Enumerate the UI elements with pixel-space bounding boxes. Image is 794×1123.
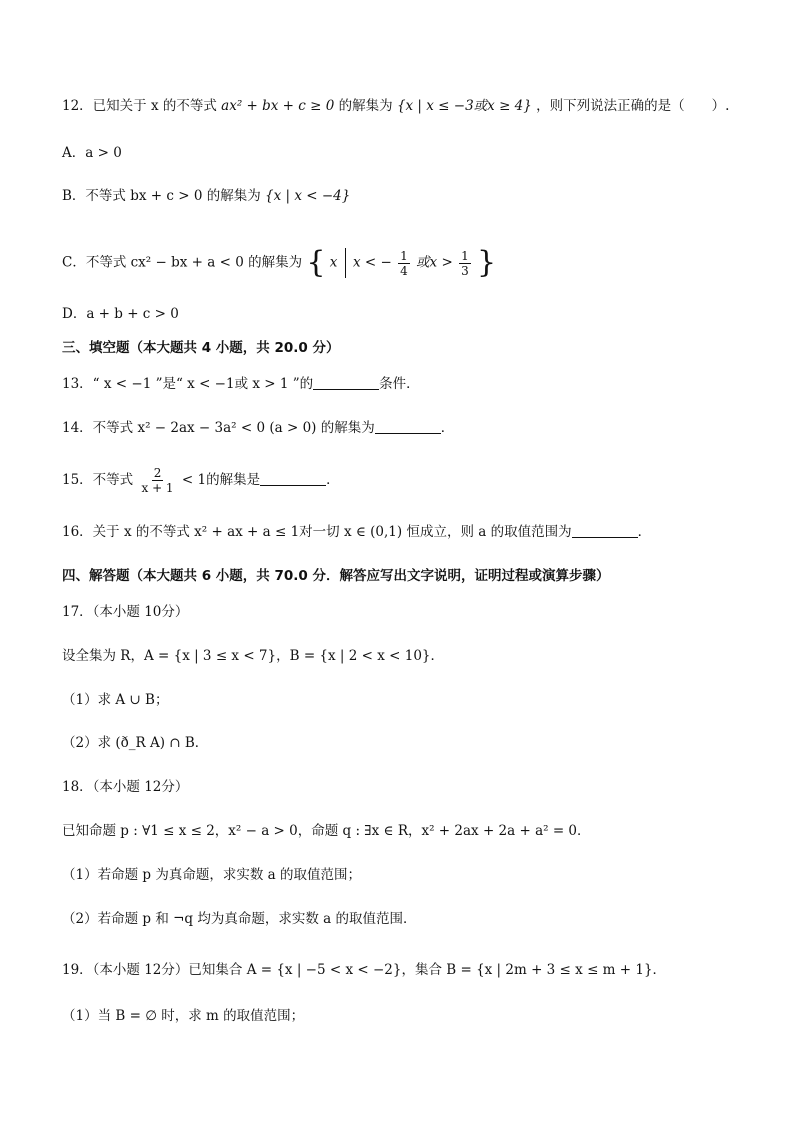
fraction-denominator: x + 1	[141, 481, 174, 495]
q12-stem-b: 的解集为	[338, 98, 393, 114]
q12-option-b-text: B．不等式 bx + c > 0 的解集为	[62, 188, 265, 204]
question-12-stem	[62, 96, 729, 116]
q18-header: 18．（本小题 12分）	[62, 779, 189, 795]
left-brace: {	[306, 245, 326, 280]
q18-part-2: （2）若命题 p 和 ¬q 均为真命题，求实数 a 的取值范围．	[62, 911, 417, 927]
q16-end: ．	[637, 524, 652, 540]
q12-c-part2: 或x >	[416, 254, 453, 271]
question-15	[62, 466, 340, 495]
set-bar	[345, 248, 346, 278]
q17-part-2: （2）求 (ð_R A) ∩ B．	[62, 735, 209, 751]
q17-body: 设全集为 R，A = {x | 3 ≤ x < 7}，B = {x | 2 < x < 10}．	[62, 648, 445, 664]
q12-option-a: A．a > 0	[62, 145, 122, 161]
fraction-numerator: 1	[461, 248, 469, 263]
question-13	[62, 374, 420, 394]
section-4-title: 四、解答题（本大题共 6 小题，共 70.0 分．解答应写出文字说明，证明过程或演算步骤）	[62, 568, 610, 584]
q15-mid: < 1的解集是	[181, 472, 261, 488]
answer-blank[interactable]	[313, 375, 379, 390]
q13-text: 13．“ x < −1 ”是“ x < −1或 x > 1 ”的	[62, 376, 314, 392]
fraction-denominator: 4	[400, 263, 408, 278]
q14-text: 14．不等式 x² − 2ax − 3a² < 0 (a > 0) 的解集为	[62, 420, 375, 436]
q14-end: ．	[440, 420, 455, 436]
q15-end: ．	[326, 472, 340, 488]
q19-header: 19．（本小题 12分）已知集合 A = {x | −5 < x < −2}，集合 B = {x | 2m + 3 ≤ x ≤ m + 1}．	[62, 962, 667, 978]
q17-header: 17．（本小题 10分）	[62, 604, 189, 620]
q12-stem-c: ，则下列说法正确的是（ ）.	[536, 98, 730, 114]
q12-c-part1: x < −	[352, 254, 392, 271]
q12-solution-set: {x | x ≤ −3或x ≥ 4}	[396, 98, 532, 114]
q12-option-c	[62, 245, 497, 280]
question-14	[62, 418, 454, 438]
set-variable: x	[329, 254, 338, 271]
fraction-2-over-x-plus-1	[139, 466, 175, 495]
q19-part-1: （1）当 B = ∅ 时，求 m 的取值范围；	[62, 1008, 305, 1024]
fraction-one-quarter	[398, 249, 410, 278]
section-3-title: 三、填空题（本大题共 4 小题，共 20.0 分）	[62, 340, 340, 356]
q16-text: 16．关于 x 的不等式 x² + ax + a ≤ 1对一切 x ∈ (0,1) 恒成立，则 a 的取值范围为	[62, 524, 572, 540]
q18-part-1: （1）若命题 p 为真命题，求实数 a 的取值范围；	[62, 867, 361, 883]
q12-option-b-set: {x | x < −4}	[265, 188, 351, 204]
fraction-one-third	[459, 249, 471, 278]
q13-end: 条件．	[379, 376, 420, 392]
answer-blank[interactable]	[572, 523, 638, 538]
answer-blank[interactable]	[260, 471, 326, 486]
q17-part-1: （1）求 A ∪ B；	[62, 692, 169, 708]
fraction-denominator: 3	[461, 263, 469, 278]
fraction-numerator: 2	[153, 466, 162, 480]
q18-body: 已知命题 p : ∀1 ≤ x ≤ 2，x² − a > 0，命题 q : ∃x ∈ R，x² + 2ax + 2a + a² = 0．	[62, 823, 591, 839]
fraction-numerator: 1	[400, 248, 408, 263]
q12-inequality: ax² + bx + c ≥ 0	[221, 98, 335, 114]
question-16	[62, 522, 651, 542]
q12-option-d: D．a + b + c > 0	[62, 306, 179, 322]
q15-text: 15．不等式	[62, 472, 134, 488]
q12-stem-a: 12．已知关于 x 的不等式	[62, 98, 217, 114]
answer-blank[interactable]	[375, 419, 441, 434]
q12-option-c-text: C．不等式 cx² − bx + a < 0 的解集为	[62, 254, 303, 271]
q12-option-b	[62, 186, 350, 206]
right-brace: }	[477, 245, 497, 280]
